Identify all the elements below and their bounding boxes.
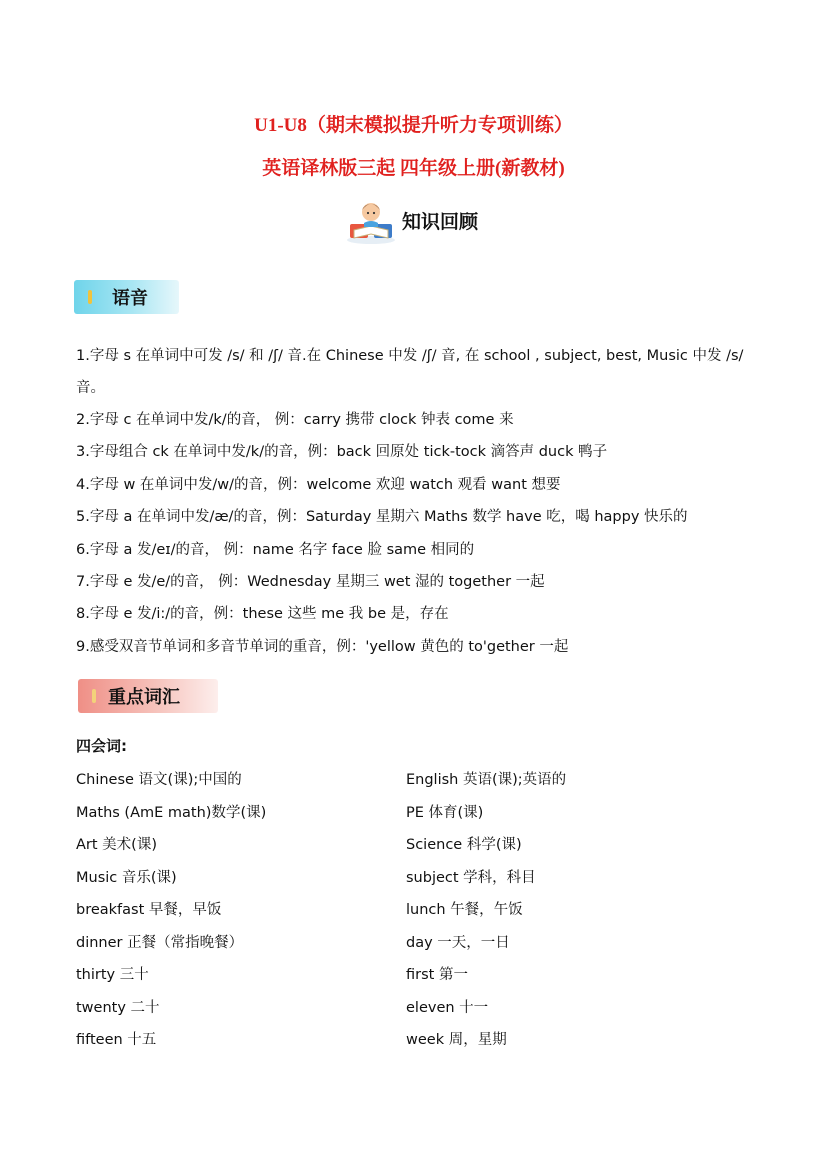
phonics-rule-9: 9.感受双音节单词和多音节单词的重音，例：'yellow 黄色的 to'gether 一起 <box>76 639 569 655</box>
vocab-word: dinner 正餐（常指晚餐） <box>76 935 244 951</box>
vocab-word: day 一天，一日 <box>406 935 510 951</box>
phonics-rule-7: 7.字母 e 发/e/的音， 例：Wednesday 星期三 wet 湿的 together 一起 <box>76 574 545 590</box>
vocab-word: Chinese 语文(课);中国的 <box>76 772 242 788</box>
phonics-rule-6: 6.字母 a 发/eɪ/的音， 例：name 名字 face 脸 same 相同的 <box>76 542 475 558</box>
phonics-rule-8: 8.字母 e 发/i:/的音，例：these 这些 me 我 be 是，存在 <box>76 606 449 622</box>
vocab-subheading: 四会词: <box>76 737 127 755</box>
vocab-word: week 周，星期 <box>406 1032 507 1048</box>
vocab-word: lunch 午餐，午饭 <box>406 902 523 918</box>
vocab-word: eleven 十一 <box>406 1000 489 1016</box>
review-heading <box>344 196 478 244</box>
phonics-heading: 语音 <box>112 288 148 309</box>
vocab-word: breakfast 早餐，早饭 <box>76 902 222 918</box>
phonics-rule-5: 5.字母 a 在单词中发/æ/的音，例：Saturday 星期六 Maths 数学 have 吃，喝 happy 快乐的 <box>76 509 688 525</box>
vocab-heading: 重点词汇 <box>108 687 180 708</box>
phonics-rule-1: 1.字母 s 在单词中可发 /s/ 和 /ʃ/ 音.在 Chinese 中发 /ʃ/ 音, 在 school , subject, best, Music 中发 /s/ 音。 <box>76 348 744 396</box>
bar-marker-icon <box>92 689 96 703</box>
vocab-word: Maths (AmE math)数学(课) <box>76 805 267 821</box>
vocab-word: thirty 三十 <box>76 967 149 983</box>
document-title: U1-U8（期末模拟提升听力专项训练） <box>254 115 573 136</box>
review-label: 知识回顾 <box>402 210 479 233</box>
document-subtitle: 英语译林版三起 四年级上册(新教材) <box>262 158 565 179</box>
vocab-word: fifteen 十五 <box>76 1032 157 1048</box>
phonics-banner <box>74 280 179 314</box>
vocab-word: twenty 二十 <box>76 1000 160 1016</box>
phonics-rule-3: 3.字母组合 ck 在单词中发/k/的音，例：back 回原处 tick-tock 滴答声 duck 鸭子 <box>76 444 608 460</box>
bar-marker-icon <box>88 290 92 304</box>
vocab-word: first 第一 <box>406 967 468 983</box>
vocab-word: Science 科学(课) <box>406 837 522 853</box>
vocab-banner <box>78 679 218 713</box>
phonics-rule-2: 2.字母 c 在单词中发/k/的音， 例：carry 携带 clock 钟表 come 来 <box>76 412 514 428</box>
vocab-word: Art 美术(课) <box>76 837 157 853</box>
vocab-word: Music 音乐(课) <box>76 870 177 886</box>
phonics-rule-4: 4.字母 w 在单词中发/w/的音，例：welcome 欢迎 watch 观看 want 想要 <box>76 477 561 493</box>
reading-child-icon <box>344 196 398 244</box>
vocab-word: English 英语(课);英语的 <box>406 772 567 788</box>
vocab-word: subject 学科，科目 <box>406 870 536 886</box>
vocab-word: PE 体育(课) <box>406 805 484 821</box>
